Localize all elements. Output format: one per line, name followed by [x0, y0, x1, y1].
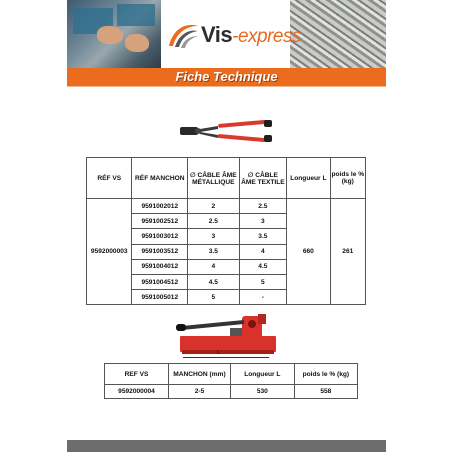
footer-bar: [67, 440, 386, 452]
cell-textile: 2.5: [239, 199, 287, 214]
cell-poids: 261: [330, 199, 365, 305]
cell-textile: 5: [239, 274, 287, 289]
page-title: Fiche Technique: [175, 69, 278, 84]
header-longueur: Longueur L: [230, 364, 294, 385]
spec-table-cutter: [86, 157, 366, 305]
header-ref-manchon: RÉF MANCHON: [132, 158, 188, 199]
cell-manchon: 9591003512: [132, 244, 188, 259]
cell-metal: 2: [188, 199, 240, 214]
header-ref-vs: RÉF VS: [87, 158, 132, 199]
cell-manchon: 9591004012: [132, 259, 188, 274]
header-poids: poids le % (kg): [330, 158, 365, 199]
cell-metal: 3: [188, 229, 240, 244]
cell-textile: 4: [239, 244, 287, 259]
cell-textile: 3.5: [239, 229, 287, 244]
cell-textile: 4.5: [239, 259, 287, 274]
brand-logo: [167, 18, 301, 52]
logo-swoosh-icon: [167, 20, 199, 50]
header-cable-textile: ∅ CÂBLE ÂME TEXTILE: [239, 158, 287, 199]
header-ref-vs: REF VS: [105, 364, 169, 385]
bench-cutter-image: [172, 312, 280, 356]
header-photo-tools: [67, 0, 161, 68]
cell-longueur: 660: [287, 199, 330, 305]
cell-manchon: 9591005012: [132, 290, 188, 305]
cell-metal: 5: [188, 290, 240, 305]
divider: [67, 86, 386, 87]
wire-cutter-image: [178, 120, 274, 142]
dimension-label: L: [217, 350, 221, 356]
cell-longueur: 530: [230, 385, 294, 399]
cell-manchon: 9591002012: [132, 199, 188, 214]
header: [67, 0, 386, 68]
header-poids: poids le % (kg): [294, 364, 357, 385]
header-cable-metal: ∅ CÂBLE ÂME MÉTALLIQUE: [188, 158, 240, 199]
header-manchon: MANCHON (mm): [168, 364, 230, 385]
cell-ref-vs: 9592000003: [87, 199, 132, 305]
title-band: [67, 68, 386, 86]
cell-ref-vs: 9592000004: [105, 385, 169, 399]
header-photo-screws: [290, 0, 386, 68]
cell-manchon: 9591003012: [132, 229, 188, 244]
spec-table-bench-cutter: [104, 363, 358, 399]
table-header-row: [87, 158, 366, 199]
cell-manchon: 9591004512: [132, 274, 188, 289]
header-longueur: Longueur L: [287, 158, 330, 199]
dimension-line: [183, 357, 269, 358]
cell-manchon: 2-5: [168, 385, 230, 399]
cell-metal: 4.5: [188, 274, 240, 289]
cell-manchon: 9591002512: [132, 214, 188, 229]
brand-name: Vis-express: [201, 22, 301, 47]
cell-textile: -: [239, 290, 287, 305]
table-row: [87, 199, 366, 214]
cell-metal: 2.5: [188, 214, 240, 229]
cell-metal: 3.5: [188, 244, 240, 259]
cell-textile: 3: [239, 214, 287, 229]
cell-poids: 558: [294, 385, 357, 399]
cell-metal: 4: [188, 259, 240, 274]
table-row: [105, 385, 358, 399]
table-header-row: [105, 364, 358, 385]
